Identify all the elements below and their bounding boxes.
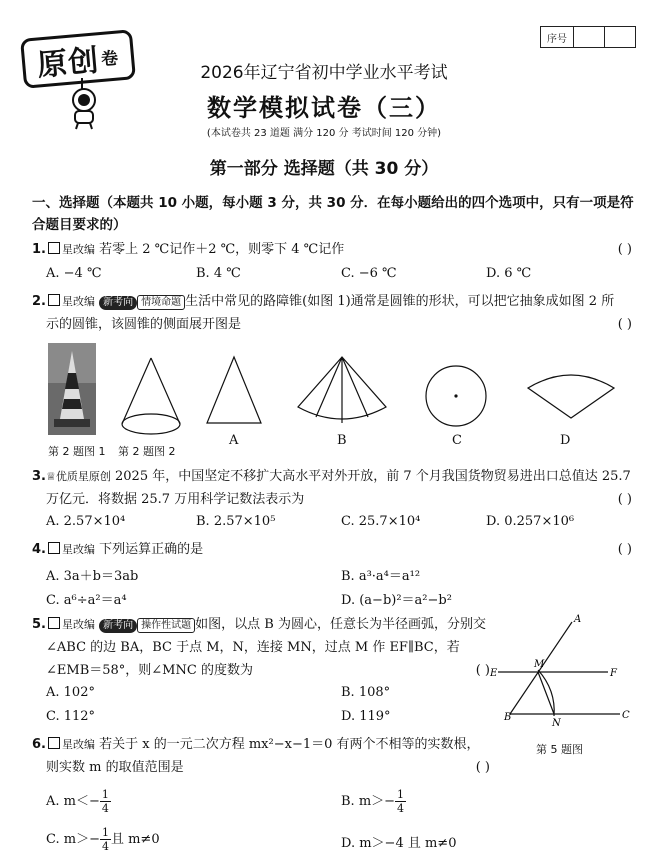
checkbox-icon — [48, 294, 60, 306]
serial-label: 序号 — [541, 27, 574, 47]
option-c: C. 112° — [46, 709, 96, 724]
option-text: C. m＞− — [46, 832, 100, 847]
new-direction-tag: 新考向 — [99, 296, 137, 310]
serial-number-box — [540, 26, 636, 48]
numerator: 1 — [397, 788, 405, 801]
answer-paren: ( ) — [617, 542, 632, 557]
paper-title: 数学模拟试卷（三） — [207, 94, 441, 122]
part-heading: 第一部分 选择题（共 30 分） — [209, 159, 439, 179]
question-text: 示的圆锥，该圆锥的侧面展开图是 — [46, 317, 242, 332]
option-a-label: A — [229, 433, 239, 448]
question-3 — [32, 466, 632, 488]
fraction — [395, 788, 406, 815]
fraction — [100, 788, 111, 815]
question-3-line2 — [46, 489, 632, 511]
question-6 — [32, 734, 502, 756]
option-text: A. m＜− — [46, 794, 100, 809]
figure-caption: 第 2 题图 1 — [48, 445, 106, 458]
type-tag: 操作性试题 — [137, 618, 195, 633]
question-text: 2025 年，中国坚定不移扩大高水平对外开放，前 7 个月我国货物贸易进出口总值达 25.7 — [115, 469, 631, 484]
option-b: B. 108° — [341, 685, 391, 700]
answer-paren: ( ) — [475, 760, 490, 775]
option-d: D. (a−b)²＝a²−b² — [341, 593, 452, 608]
option-b — [341, 788, 406, 815]
new-direction-tag: 新考向 — [99, 619, 137, 633]
exam-info: (本试卷共 23 道题 满分 120 分 考试时间 120 分钟) — [206, 128, 442, 139]
option-b: B. 4 ℃ — [196, 266, 241, 281]
option-a — [46, 788, 111, 815]
question-number: 2. — [32, 294, 46, 309]
option-text: B. m＞− — [341, 794, 396, 809]
source-label: 星改编 — [61, 243, 95, 256]
option-c-label: C — [452, 433, 462, 448]
answer-paren: ( ) — [617, 317, 632, 332]
exam-name: 2026年辽宁省初中学业水平考试 — [200, 63, 448, 83]
question-5 — [32, 614, 496, 636]
option-a: A. −4 ℃ — [46, 266, 102, 281]
checkbox-icon — [48, 617, 60, 629]
section-heading: 一、选择题（本题共 10 小题，每小题 3 分，共 30 分．在每小题给出的四个选项中，只有一项是符合题目要求的） — [32, 195, 634, 233]
source-label: 星改编 — [61, 738, 95, 751]
type-tag: 情境命题 — [137, 295, 185, 310]
point-a-label: A — [574, 614, 582, 625]
option-c — [46, 826, 160, 853]
trophy-icon: ♕ — [45, 470, 56, 483]
denominator: 4 — [101, 840, 109, 853]
answer-paren: ( ) — [617, 492, 632, 507]
figure-caption: 第 2 题图 2 — [118, 445, 176, 458]
cone-figure — [118, 356, 184, 438]
question-text: 生活中常见的路障锥(如图 1)通常是圆锥的形状，可以把它抽象成如图 2 所 — [185, 294, 615, 309]
checkbox-icon — [48, 242, 60, 254]
question-text: 万亿元．将数据 25.7 万用科学记数法表示为 — [46, 492, 305, 507]
question-text: 则实数 m 的取值范围是 — [46, 760, 184, 775]
checkbox-icon — [48, 737, 60, 749]
fraction — [100, 826, 111, 853]
figure-caption: 第 5 题图 — [536, 743, 583, 756]
point-b-label: B — [504, 712, 512, 723]
question-text: ∠EMB＝58°，则∠MNC 的度数为 — [46, 663, 253, 678]
option-d: D. m＞−4 且 m≠0 — [341, 836, 457, 851]
option-a-triangle — [205, 355, 263, 427]
answer-paren: ( ) — [475, 663, 490, 678]
question-2 — [32, 291, 632, 313]
traffic-cone-photo — [48, 343, 96, 435]
question-text: 若关于 x 的一元二次方程 mx²−x−1＝0 有两个不相等的实数根， — [99, 737, 480, 752]
option-b-label: B — [337, 433, 347, 448]
option-c: C. 25.7×10⁴ — [341, 514, 421, 529]
source-label: 星改编 — [61, 543, 95, 556]
stamp-text: 原创 — [35, 43, 101, 84]
numerator: 1 — [101, 826, 109, 839]
question-text: 下列运算正确的是 — [99, 542, 204, 557]
answer-paren: ( ) — [617, 242, 632, 257]
option-d: D. 6 ℃ — [486, 266, 532, 281]
source-label: 星改编 — [61, 618, 95, 631]
point-e-label: E — [490, 668, 498, 679]
option-c: C. −6 ℃ — [341, 266, 397, 281]
source-label: 星改编 — [61, 295, 95, 308]
option-b-pyramid — [296, 355, 390, 427]
numerator: 1 — [101, 788, 109, 801]
serial-cell — [574, 27, 605, 47]
checkbox-icon — [48, 542, 60, 554]
option-c: C. a⁶÷a²＝a⁴ — [46, 593, 127, 608]
option-a: A. 2.57×10⁴ — [46, 514, 126, 529]
option-d-sector — [526, 368, 616, 422]
question-2-line2 — [46, 314, 632, 336]
denominator: 4 — [397, 802, 405, 815]
option-d: D. 0.257×10⁶ — [486, 514, 575, 529]
question-1 — [32, 239, 632, 261]
option-text: 且 m≠0 — [110, 832, 160, 847]
point-c-label: C — [622, 710, 630, 721]
point-n-label: N — [552, 718, 561, 729]
question-number: 5. — [32, 617, 46, 632]
point-f-label: F — [610, 668, 617, 679]
question-number: 4. — [32, 542, 46, 557]
question-4 — [32, 539, 632, 561]
option-d-label: D — [560, 433, 571, 448]
denominator: 4 — [101, 802, 109, 815]
option-b: B. 2.57×10⁵ — [196, 514, 276, 529]
option-a: A. 3a＋b＝3ab — [46, 569, 139, 584]
serial-cell — [605, 27, 635, 47]
question-5-line3 — [46, 660, 490, 682]
question-text: 若零上 2 ℃记作＋2 ℃，则零下 4 ℃记作 — [99, 242, 345, 257]
stamp-suffix: 卷 — [100, 47, 120, 70]
question-number: 6. — [32, 737, 46, 752]
question-text: ∠ABC 的边 BA，BC 于点 M，N，连接 MN，过点 M 作 EF∥BC，若 — [46, 640, 460, 655]
question-6-line2 — [46, 757, 490, 779]
angle-figure — [488, 610, 638, 732]
source-label: 优质星原创 — [55, 470, 111, 483]
option-d: D. 119° — [341, 709, 391, 724]
question-text: 如图，以点 B 为圆心，任意长为半径画弧，分别交 — [195, 617, 486, 632]
question-number: 3. — [32, 469, 46, 484]
option-b: B. a³·a⁴＝a¹² — [341, 569, 421, 584]
question-number: 1. — [32, 242, 46, 257]
option-c-circle — [424, 364, 488, 428]
option-a: A. 102° — [46, 685, 95, 700]
point-m-label: M — [534, 659, 545, 670]
